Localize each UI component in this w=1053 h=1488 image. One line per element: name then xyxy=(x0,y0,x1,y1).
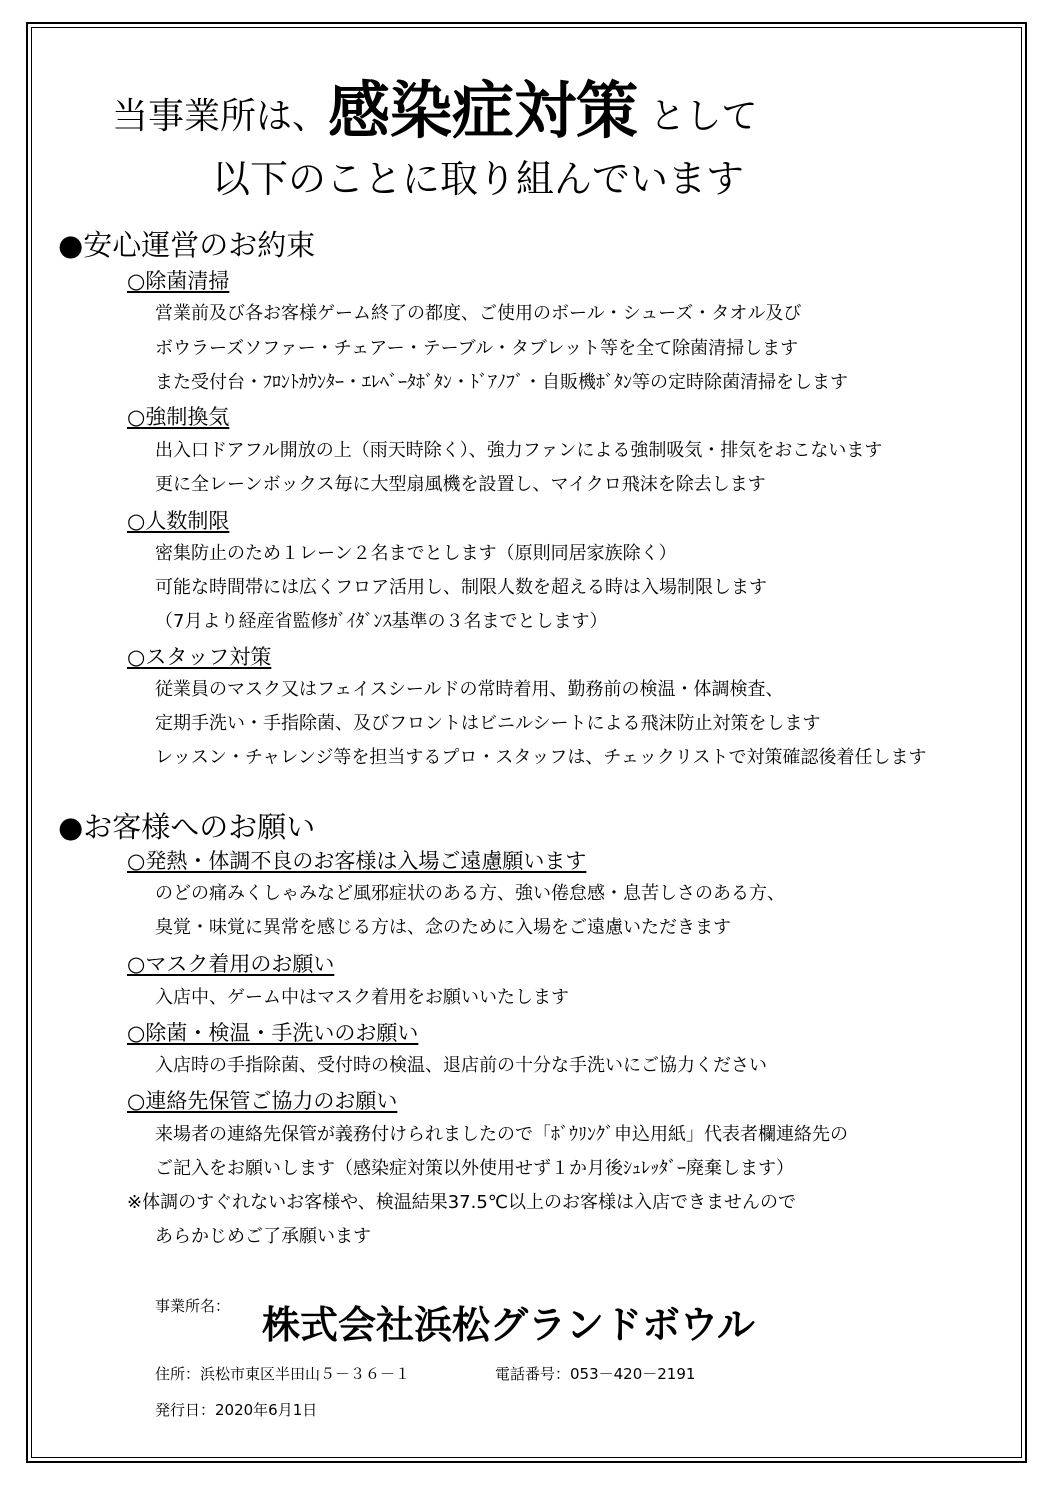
item-line: 可能な時間帯には広くフロア活用し、制限人数を超える時は入場制限します xyxy=(155,577,767,598)
address: 住所：浜松市東区半田山５－３６－１ xyxy=(155,1365,411,1383)
title-prefix: 当事業所は、 xyxy=(112,96,329,137)
item-line: のどの痛みくしゃみなど風邪症状のある方、強い倦怠感・息苦しさのある方、 xyxy=(155,883,785,904)
item-title-hygiene: ○除菌・検温・手洗いのお願い xyxy=(127,1021,419,1045)
phone-number: 電話番号：053－420－2191 xyxy=(495,1365,696,1383)
item-title-staff: ○スタッフ対策 xyxy=(127,645,272,669)
note-line: あらかじめご了承願います xyxy=(155,1226,371,1247)
section1-heading: ●安心運営のお約束 xyxy=(58,228,316,262)
item-line: 入店中、ゲーム中はマスク着用をお願いいたします xyxy=(155,987,569,1008)
item-title-fever: ○発熱・体調不良のお客様は入場ご遠慮願います xyxy=(127,849,587,873)
company-label: 事業所名： xyxy=(155,1297,231,1315)
item-title-capacity: ○人数制限 xyxy=(127,509,230,533)
item-line: また受付台・ﾌﾛﾝﾄｶｳﾝﾀｰ・ｴﾚﾍﾞｰﾀﾎﾞﾀﾝ・ﾄﾞｱﾉﾌﾞ・自販機ﾎﾞﾀﾝ等の定時除菌清掃をします xyxy=(155,372,848,393)
page-title xyxy=(112,76,757,152)
item-title-contact: ○連絡先保管ご協力のお願い xyxy=(127,1089,398,1113)
item-title-ventilation: ○強制換気 xyxy=(127,405,230,429)
note-line: ※体調のすぐれないお客様や、検温結果37.5℃以上のお客様は入店できませんので xyxy=(127,1192,797,1213)
item-line: 営業前及び各お客様ゲーム終了の都度、ご使用のボール・シューズ・タオル及び xyxy=(155,303,802,324)
item-line: （7月より経産省監修ｶﾞｲﾀﾞﾝｽ基準の３名までとします） xyxy=(155,611,608,632)
item-line: ボウラーズソファー・チェアー・テーブル・タブレット等を全て除菌清掃します xyxy=(155,338,799,359)
item-line: 臭覚・味覚に異常を感じる方は、念のために入場をご遠慮いただきます xyxy=(155,917,731,938)
item-line: 密集防止のため１レーン２名までとします（原則同居家族除く） xyxy=(155,543,677,564)
item-line: 従業員のマスク又はフェイスシールドの常時着用、勤務前の検温・体調検査、 xyxy=(155,679,784,700)
title-suffix: として xyxy=(638,96,758,137)
item-line: 来場者の連絡先保管が義務付けられましたので「ﾎﾞｳﾘﾝｸﾞ申込用紙」代表者欄連絡先の xyxy=(155,1124,848,1145)
title-emphasis: 感染症対策 xyxy=(328,74,639,147)
item-title-disinfection: ○除菌清掃 xyxy=(127,269,230,293)
item-title-mask: ○マスク着用のお願い xyxy=(127,952,335,976)
item-line: 更に全レーンボックス毎に大型扇風機を設置し、マイクロ飛沫を除去します xyxy=(155,474,766,495)
item-line: レッスン・チャレンジ等を担当するプロ・スタッフは、チェックリストで対策確認後着任します xyxy=(155,747,927,768)
page-subtitle: 以下のことに取り組んでいます xyxy=(212,157,745,201)
issue-date: 発行日：2020年6月1日 xyxy=(155,1401,318,1419)
item-line: 出入口ドアフル開放の上（雨天時除く）、強力ファンによる強制吸気・排気をおこないます xyxy=(155,440,883,461)
item-line: 定期手洗い・手指除菌、及びフロントはビニルシートによる飛沫防止対策をします xyxy=(155,713,821,734)
item-line: ご記入をお願いします（感染症対策以外使用せず１か月後ｼｭﾚｯﾀﾞｰ廃棄します） xyxy=(155,1158,794,1179)
company-name: 株式会社浜松グランドボウル xyxy=(262,1302,755,1347)
item-line: 入店時の手指除菌、受付時の検温、退店前の十分な手洗いにご協力ください xyxy=(155,1055,767,1076)
section2-heading: ●お客様へのお願い xyxy=(58,810,316,844)
